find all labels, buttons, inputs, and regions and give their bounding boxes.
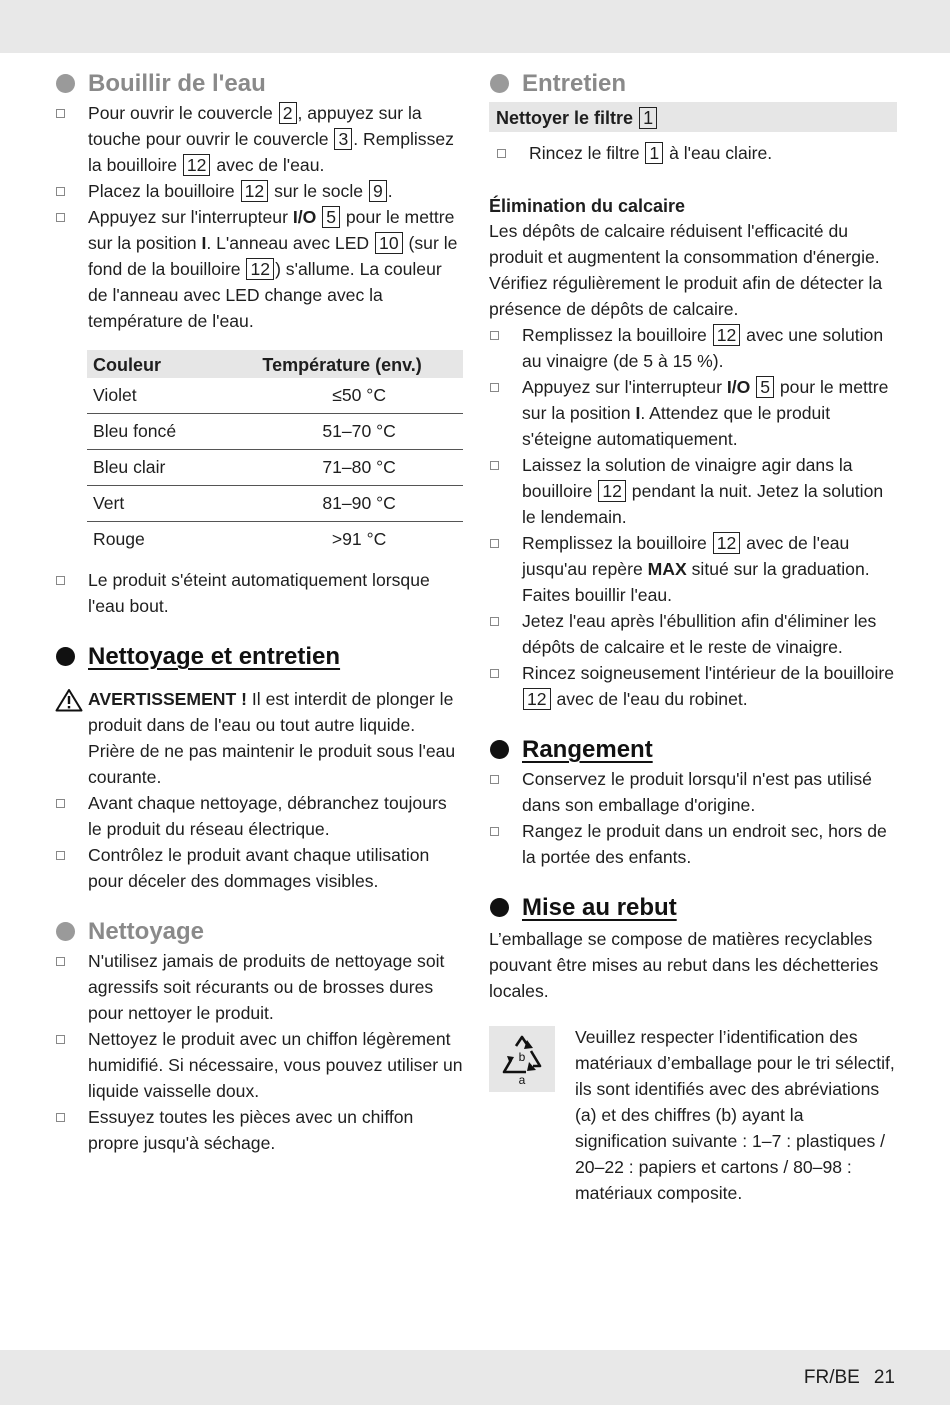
- bullet-dot-icon: [56, 647, 75, 666]
- list-item: Placez la bouilloire 12 sur le socle 9 .: [55, 178, 463, 204]
- nettoyage-list: [55, 948, 463, 1156]
- descaling-subheading: Élimination du calcaire: [489, 196, 686, 216]
- list-item: N'utilisez jamais de produits de nettoyage soit agressifs soit récurants ou de brosses dures pour nettoyer le produit.: [55, 948, 463, 1026]
- list-item: Appuyez sur l'interrupteur I/O 5 pour le mettre sur la position I. Attendez que le produit s'éteigne automatiquement.: [489, 374, 897, 452]
- temperature-table: [87, 350, 463, 557]
- list-item: Remplissez la bouilloire 12 avec de l'eau jusqu'au repère MAX situé sur la graduation. Faites bouillir l'eau.: [489, 530, 897, 608]
- heading-nettoyage: Nettoyage: [55, 916, 463, 948]
- recycle-code-b: b: [518, 1050, 526, 1064]
- descaling-list: [489, 322, 897, 712]
- list-item: Le produit s'éteint automatiquement lorsque l'eau bout.: [55, 567, 463, 619]
- table-cell: Vert: [87, 486, 221, 522]
- list-item: Contrôlez le produit avant chaque utilisation pour déceler des dommages visibles.: [55, 842, 463, 894]
- table-cell: ≤50 °C: [221, 378, 463, 414]
- bullet-dot-icon: [490, 898, 509, 917]
- list-item: Rangez le produit dans un endroit sec, hors de la portée des enfants.: [489, 818, 897, 870]
- page-number: 21: [873, 1367, 895, 1388]
- warning-label: AVERTISSEMENT !: [88, 689, 248, 709]
- disposal-text: L’emballage se compose de matières recyclables pouvant être mises au rebut dans les déchetteries locales.: [489, 929, 879, 1001]
- storage-list: [489, 766, 897, 870]
- table-cell: Bleu clair: [87, 450, 221, 486]
- boil-steps-list: [55, 100, 463, 334]
- recycle-icon: [489, 1026, 555, 1092]
- list-item: Rincez le filtre 1 à l'eau claire.: [496, 140, 897, 166]
- heading-boil-water: Bouillir de l'eau: [55, 68, 463, 100]
- heading-entretien: Entretien: [489, 68, 897, 100]
- heading-cleaning-maintenance: Nettoyage et entretien: [55, 641, 463, 673]
- list-item: Appuyez sur l'interrupteur I/O 5 pour le mettre sur la position I. L'anneau avec LED 10 (sur le fond de la bouilloire 12 ) s'allume. La couleur de l'anneau avec LED change avec la température de l'eau.: [55, 204, 463, 334]
- table-cell: 71–80 °C: [221, 450, 463, 486]
- table-row: [87, 378, 463, 414]
- table-row: [87, 486, 463, 522]
- left-column: [55, 68, 463, 1156]
- right-column: [489, 68, 897, 1206]
- table-cell: Bleu foncé: [87, 414, 221, 450]
- list-item: Laissez la solution de vinaigre agir dans la bouilloire 12 pendant la nuit. Jetez la solution le lendemain.: [489, 452, 897, 530]
- page-footer: [804, 1365, 895, 1391]
- table-cell: >91 °C: [331, 529, 387, 549]
- bullet-dot-icon: [490, 740, 509, 759]
- descaling-intro: Les dépôts de calcaire réduisent l'efficacité du produit et augmentent la consommation d'énergie. Vérifiez régulièrement le produit afin de détecter la présence de dépôts de calcaire.: [489, 221, 883, 319]
- filter-subheading: Nettoyer le filtre 1: [489, 102, 897, 132]
- list-item: Essuyez toutes les pièces avec un chiffon propre jusqu'à séchage.: [55, 1104, 463, 1156]
- recycling-symbol: [489, 1026, 555, 1092]
- list-item: Nettoyez le produit avec un chiffon légèrement humidifié. Si nécessaire, vous pouvez utiliser un liquide vaisselle doux.: [55, 1026, 463, 1104]
- list-item: Remplissez la bouilloire 12 avec une solution au vinaigre (de 5 à 15 %).: [489, 322, 897, 374]
- bullet-dot-icon: [56, 922, 75, 941]
- list-item: Pour ouvrir le couvercle 2 , appuyez sur la touche pour ouvrir le couvercle 3 . Remplissez la bouilloire 12 avec de l'eau.: [55, 100, 463, 178]
- heading-storage: Rangement: [489, 734, 897, 766]
- table-row: [87, 522, 463, 558]
- bullet-dot-icon: [490, 74, 509, 93]
- table-row: [87, 450, 463, 486]
- cleaning-list: [55, 790, 463, 894]
- bullet-dot-icon: [56, 74, 75, 93]
- list-item: Conservez le produit lorsqu'il n'est pas utilisé dans son emballage d'origine.: [489, 766, 897, 818]
- recycling-text: Veuillez respecter l’identification des matériaux d’emballage pour le tri sélectif, ils sont identifiés avec des abréviations (a) et des chiffres (b) ayant la signification suivante : 1–7 : plastiques / 20–22 : papiers et cartons / 80–98 : matériaux composite.: [575, 1027, 895, 1203]
- table-cell: Violet: [87, 378, 221, 414]
- warning-notice: [55, 686, 463, 790]
- heading-disposal: Mise au rebut: [489, 892, 897, 924]
- filter-list: [489, 140, 897, 166]
- table-header-temperature: Température (env.): [221, 350, 463, 378]
- warning-triangle-icon: [55, 688, 83, 712]
- table-cell: 51–70 °C: [221, 414, 463, 450]
- list-item: Avant chaque nettoyage, débranchez toujours le produit du réseau électrique.: [55, 790, 463, 842]
- table-cell: 81–90 °C: [221, 486, 463, 522]
- recycle-code-a: a: [518, 1073, 526, 1087]
- list-item: Jetez l'eau après l'ébullition afin d'éliminer les dépôts de calcaire et le reste de vinaigre.: [489, 608, 897, 660]
- recycling-section: [489, 1024, 897, 1206]
- table-row: [87, 414, 463, 450]
- table-cell: Rouge: [93, 529, 145, 549]
- list-item: Rincez soigneusement l'intérieur de la bouilloire 12 avec de l'eau du robinet.: [489, 660, 897, 712]
- warning-text: Il est interdit de plonger le produit dans de l'eau ou tout autre liquide. Prière de ne pas maintenir le produit sous l'eau courante.: [88, 689, 456, 787]
- table-header-color: Couleur: [87, 350, 221, 378]
- language-code: FR/BE: [803, 1367, 860, 1388]
- boil-note-list: [55, 567, 463, 619]
- top-bar: [0, 0, 950, 53]
